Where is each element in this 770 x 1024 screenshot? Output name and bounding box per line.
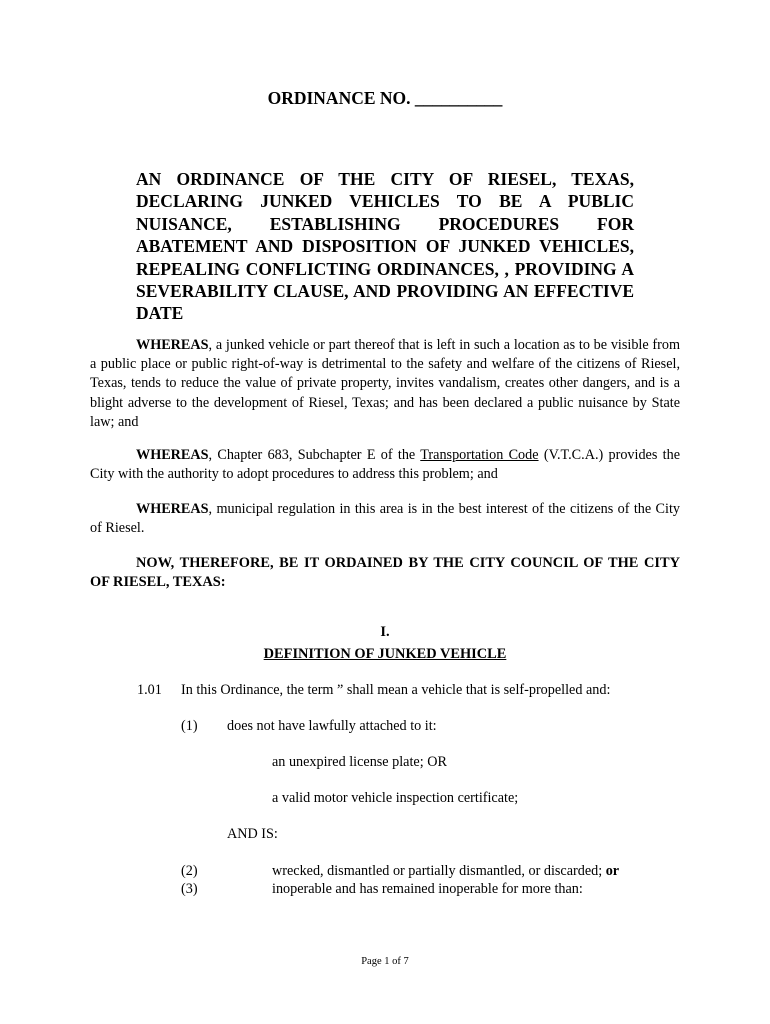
- item-text-2: [272, 862, 619, 881]
- item-number-2: (2): [181, 863, 198, 879]
- recital-paragraph-3: [90, 500, 680, 538]
- recital-lead: WHEREAS: [136, 501, 209, 517]
- item-text-1: does not have lawfully attached to it:: [227, 718, 437, 734]
- recital-text: , Chapter 683, Subchapter E of the: [208, 447, 421, 463]
- item-text-2-body: wrecked, dismantled or partially dismantled, or discarded;: [272, 863, 606, 879]
- transportation-code-reference: Transportation Code: [420, 447, 539, 463]
- ordaining-clause: NOW, THEREFORE, BE IT ORDAINED BY THE CITY COUNCIL OF THE CITY OF RIESEL, TEXAS:: [90, 555, 680, 591]
- item-text-2-or: or: [605, 863, 620, 879]
- recital-paragraph-2: [90, 446, 680, 484]
- section-number: I.: [380, 624, 390, 640]
- recital-lead: WHEREAS: [136, 337, 209, 353]
- ordinance-number: ORDINANCE NO. __________: [267, 88, 503, 108]
- sub-item-license-plate: an unexpired license plate; OR: [272, 754, 447, 770]
- ordinance-title: AN ORDINANCE OF THE CITY OF RIESEL, TEXAS, DECLARING JUNKED VEHICLES TO BE A PUBLIC NUISANCE, ESTABLISHING PROCEDURES FOR ABATEMENT AND DISPOSITION OF JUNKED VEHICLES, REPEALING CONFLICTING ORDINANCES, , PROVIDING A SEVERABILITY CLAUSE, AND PROVIDING AN EFFECTIVE DATE: [136, 169, 634, 324]
- recital-text: (V.T.C.A.) provides the City with the authority to adopt procedures to address this problem; and: [90, 447, 680, 483]
- item-number-1: (1): [181, 718, 198, 734]
- section-heading: DEFINITION OF JUNKED VEHICLE: [263, 646, 507, 662]
- recital-paragraph-1: [90, 336, 680, 432]
- clause-text-1-01: In this Ordinance, the term ” shall mean a vehicle that is self-propelled and:: [181, 682, 611, 698]
- sub-item-inspection-certificate: a valid motor vehicle inspection certificate;: [272, 790, 519, 806]
- item-number-3: (3): [181, 881, 198, 897]
- and-is-label: AND IS:: [227, 826, 278, 842]
- recital-text: , municipal regulation in this area is in the best interest of the citizens of the City of Riesel.: [90, 501, 680, 537]
- item-text-3: inoperable and has remained inoperable for more than:: [272, 881, 583, 897]
- page-number: Page 1 of 7: [361, 956, 409, 967]
- recital-lead: WHEREAS: [136, 447, 209, 463]
- recital-text: , a junked vehicle or part thereof that is left in such a location as to be visible from a public place or public right-of-way is detrimental to the safety and welfare of the citizens of Riesel, Texas, tends to reduce the value of private property, invites vandalism, creates other dangers, and is a blight adverse to the development of Riesel, Texas; and has been declared a public nuisance by State law; and: [90, 337, 680, 430]
- clause-number-1-01: 1.01: [137, 682, 162, 698]
